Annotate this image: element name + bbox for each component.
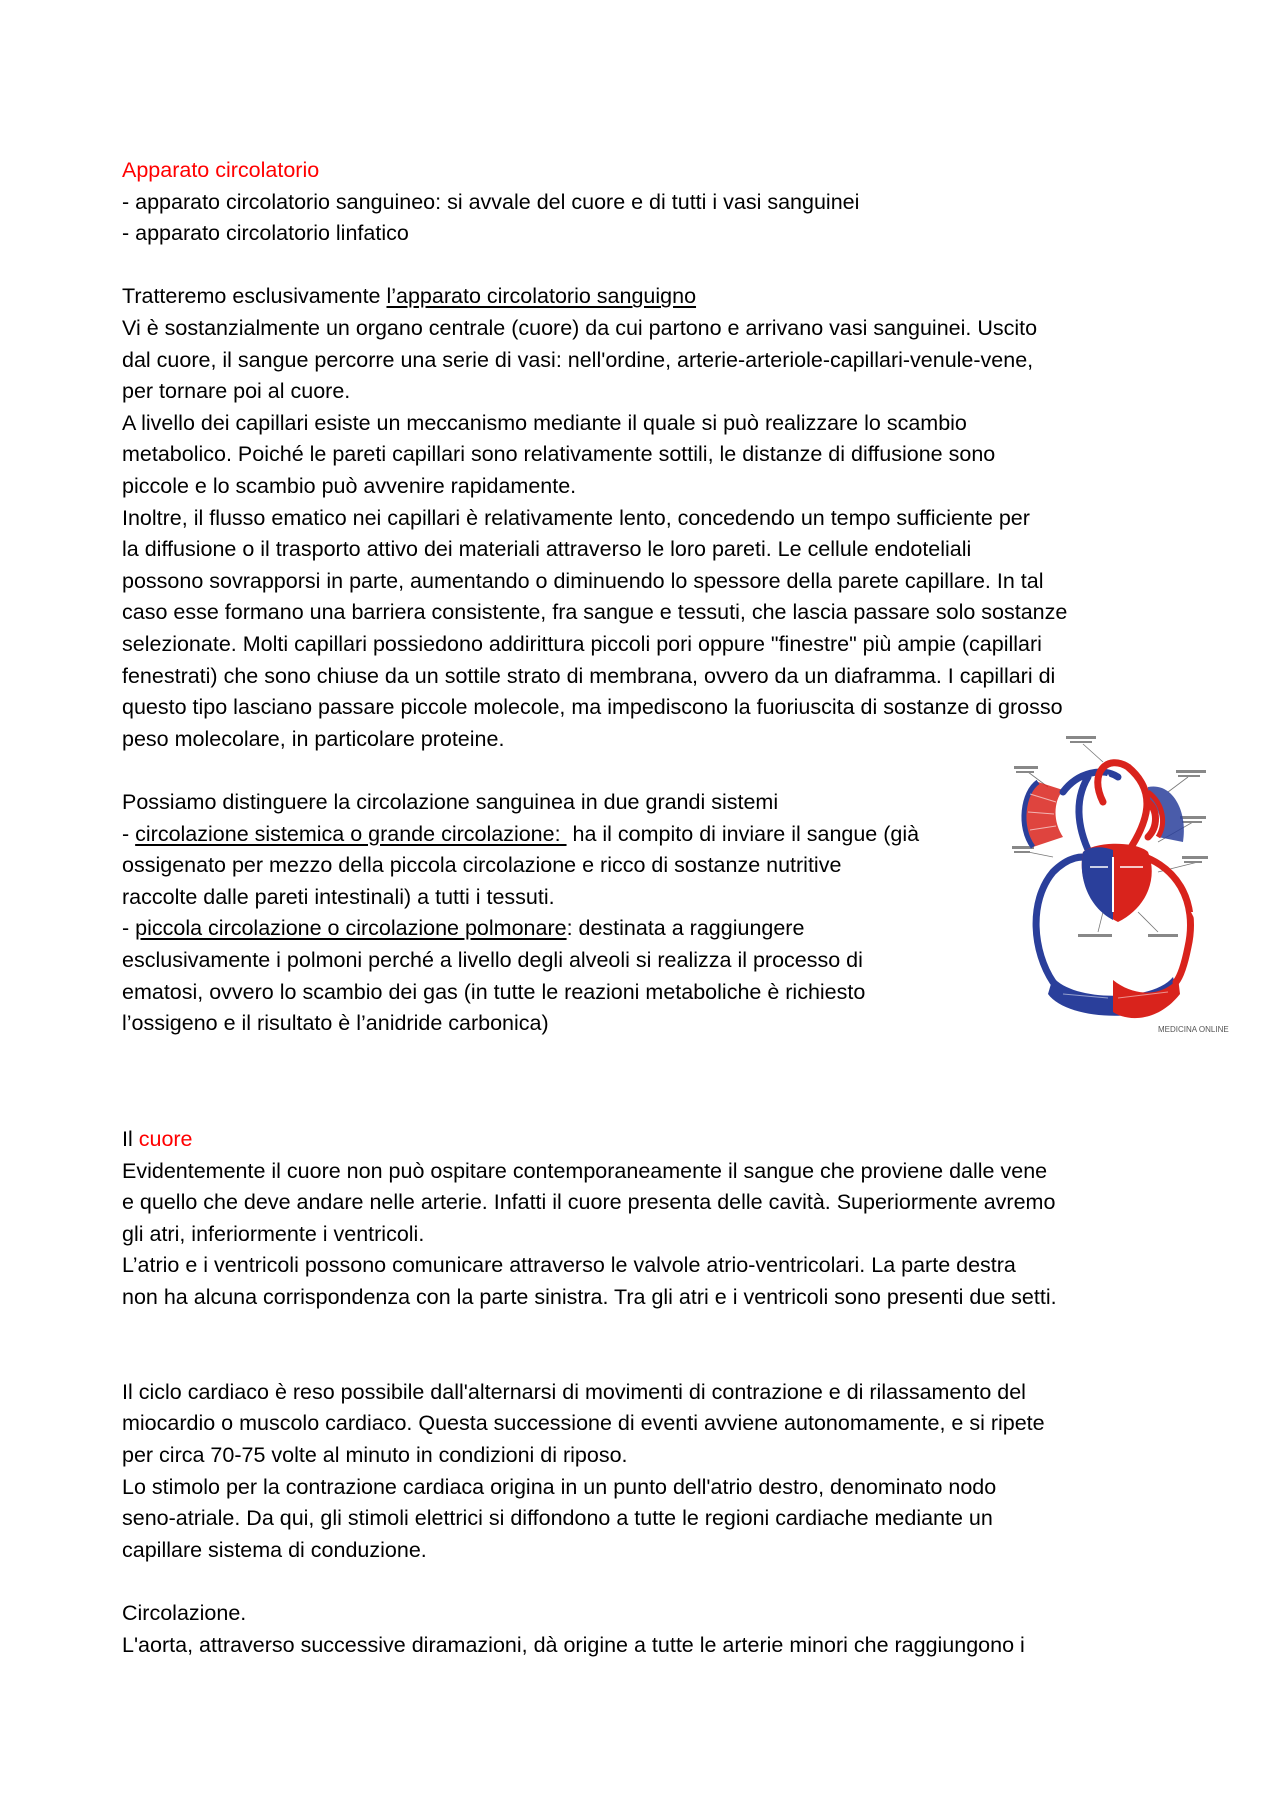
text-line: fenestrati) che sono chiuse da un sottile strato di membrana, ovvero da un diaframma. I capillari di: [122, 663, 1056, 688]
text-line: ematosi, ovvero lo scambio dei gas (in tutte le reazioni metaboliche è richiesto: [122, 979, 866, 1004]
text-line: per circa 70-75 volte al minuto in condizioni di riposo.: [122, 1442, 628, 1467]
text-line: metabolico. Poiché le pareti capillari sono relativamente sottili, le distanze di diffusione sono: [122, 442, 996, 467]
systemic-capillaries: [1048, 977, 1180, 1018]
text-line: Il ciclo cardiaco è reso possibile dall'alternarsi di movimenti di contrazione e di rilassamento del: [122, 1379, 1026, 1404]
figure-caption: MEDICINA ONLINE: [1158, 1025, 1229, 1034]
text-line: questo tipo lasciano passare piccole molecole, ma impediscono la fuoriuscita di sostanze di grosso: [122, 695, 1063, 720]
intro-prefix: Tratteremo esclusivamente: [122, 284, 387, 309]
text-line: ossigenato per mezzo della piccola circolazione e ricco di sostanze nutritive: [122, 853, 842, 878]
text-line: la diffusione o il trasporto attivo dei materiali attraverso le loro pareti. Le cellule endoteliali: [122, 537, 972, 562]
text-line: caso esse formano una barriera consistente, fra sangue e tessuti, che lascia passare solo sostanze: [122, 600, 1068, 625]
title-red: cuore: [138, 1127, 193, 1151]
section-title: Circolazione.: [122, 1600, 247, 1625]
title-prefix: Il: [122, 1127, 139, 1151]
heart: [1082, 844, 1152, 922]
intro-underlined: l’apparato circolatorio sanguigno: [386, 284, 697, 309]
text-line: Vi è sostanzialmente un organo centrale (cuore) da cui partono e arrivano vasi sanguinei. Uscito: [122, 315, 1038, 340]
text-line: raccolte dalle pareti intestinali) a tutti i tessuti.: [122, 884, 555, 909]
section-systems: [122, 787, 1002, 1040]
text-line: Lo stimolo per la contrazione cardiaca origina in un punto dell'atrio destro, denominato nodo: [122, 1474, 997, 1499]
text-line: gli atri, inferiormente i ventricoli.: [122, 1221, 425, 1246]
pulmonary-line: [122, 913, 1002, 945]
intro-line: [122, 281, 1162, 313]
section-apparato: [122, 155, 1162, 755]
list-item: - apparato circolatorio linfatico: [122, 221, 409, 246]
text-line: peso molecolare, in particolare proteine.: [122, 726, 505, 751]
text-line: seno-atriale. Da qui, gli stimoli elettrici si diffondono a tutte le regioni cardiache mediante un: [122, 1506, 993, 1531]
systemic-line: [122, 819, 1002, 851]
text-line: dal cuore, il sangue percorre una serie di vasi: nell'ordine, arterie-arteriole-capillari-venule-vene,: [122, 347, 1034, 372]
text-line: capillare sistema di conduzione.: [122, 1537, 427, 1562]
systems-intro: Possiamo distinguere la circolazione sanguinea in due grandi sistemi: [122, 790, 779, 814]
text-line: Evidentemente il cuore non può ospitare contemporaneamente il sangue che proviene dalle vene: [122, 1158, 1048, 1183]
section-title: Apparato circolatorio: [122, 158, 320, 182]
text-line: esclusivamente i polmoni perché a livello degli alveoli si realizza il processo di: [122, 947, 863, 972]
text-line: miocardio o muscolo cardiaco. Questa successione di eventi avviene autonomamente, e si ripete: [122, 1411, 1045, 1436]
text-line: possono sovrapporsi in parte, aumentando o diminuendo lo spessore della parete capillare. In tal: [122, 568, 1044, 593]
list-item: - apparato circolatorio sanguineo: si avvale del cuore e di tutti i vasi sanguinei: [122, 189, 860, 214]
text-line: non ha alcuna corrispondenza con la parte sinistra. Tra gli atri e i ventricoli sono presenti due setti.: [122, 1284, 1057, 1309]
bullet-dash: -: [122, 916, 136, 941]
text-line: piccole e lo scambio può avvenire rapidamente.: [122, 473, 577, 498]
text-line: A livello dei capillari esiste un meccanismo mediante il quale si può realizzare lo scambio: [122, 410, 967, 435]
circulation-diagram-svg: [1008, 732, 1229, 1042]
pulmonary-rest: : destinata a raggiungere: [566, 916, 805, 941]
text-line: Inoltre, il flusso ematico nei capillari è relativamente lento, concedendo un tempo sufficiente per: [122, 505, 1030, 530]
text-line: e quello che deve andare nelle arterie. Infatti il cuore presenta delle cavità. Superiormente avremo: [122, 1190, 1056, 1215]
pulmonary-term: piccola circolazione o circolazione polmonare: [135, 916, 567, 941]
bullet-dash: -: [122, 821, 136, 846]
lung-capillaries-left: [1024, 782, 1063, 847]
section-title: [122, 1124, 1162, 1156]
section-cuore: [122, 1124, 1162, 1661]
systemic-rest: ha il compito di inviare il sangue (già: [566, 821, 920, 846]
text-line: L’atrio e i ventricoli possono comunicare attraverso le valvole atrio-ventricolari. La parte destra: [122, 1253, 1016, 1278]
text-line: per tornare poi al cuore.: [122, 379, 351, 404]
systemic-term: circolazione sistemica o grande circolazione:: [135, 821, 567, 846]
text-line: l’ossigeno e il risultato è l’anidride carbonica): [122, 1011, 549, 1036]
text-line: selezionate. Molti capillari possiedono addirittura piccoli pori oppure "finestre" più ampie (capillari: [122, 631, 1042, 656]
text-line: L'aorta, attraverso successive diramazioni, dà origine a tutte le arterie minori che raggiungono i: [122, 1632, 1025, 1657]
circulation-diagram: [1008, 732, 1229, 1042]
